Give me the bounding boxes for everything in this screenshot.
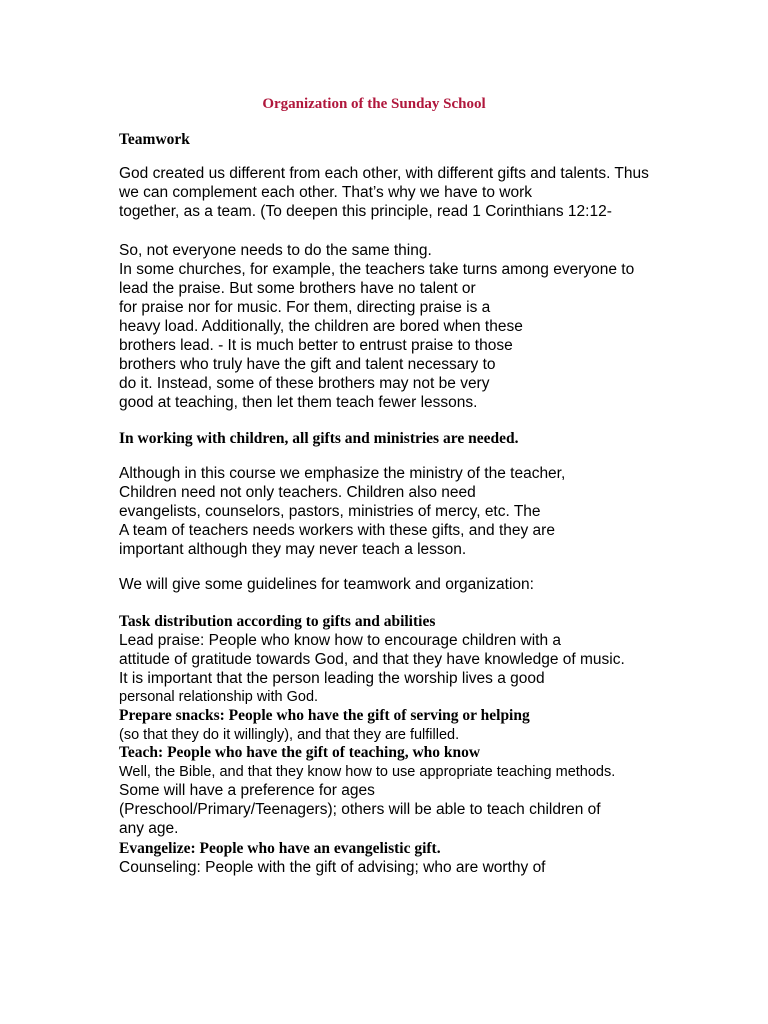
- task-heading-line: Prepare snacks: People who have the gift of serving or helping: [119, 707, 530, 724]
- task-line: (so that they do it willingly), and that they are fulfilled.: [119, 727, 460, 743]
- paragraph-line: Children need not only teachers. Children also need: [119, 484, 476, 501]
- paragraph-line: evangelists, counselors, pastors, ministries of mercy, etc. The: [119, 503, 541, 520]
- paragraph-line: Although in this course we emphasize the ministry of the teacher,: [119, 465, 566, 482]
- paragraph-line: We will give some guidelines for teamwork and organization:: [119, 576, 534, 593]
- paragraph-line: heavy load. Additionally, the children are bored when these: [119, 318, 523, 335]
- task-heading-line: Teach: People who have the gift of teaching, who know: [119, 744, 481, 761]
- paragraph-line: do it. Instead, some of these brothers may not be very: [119, 375, 490, 392]
- task-line: personal relationship with God.: [119, 689, 319, 705]
- task-line: (Preschool/Primary/Teenagers); others will be able to teach children of: [119, 801, 601, 818]
- task-line: Well, the Bible, and that they know how to use appropriate teaching methods.: [119, 764, 616, 780]
- task-heading-line: Evangelize: People who have an evangelistic gift.: [119, 840, 441, 857]
- paragraph-line: for praise nor for music. For them, directing praise is a: [119, 299, 491, 316]
- task-line: any age.: [119, 820, 179, 837]
- task-line: It is important that the person leading the worship lives a good: [119, 670, 545, 687]
- tasks-heading: Task distribution according to gifts and abilities: [119, 613, 436, 630]
- task-line: attitude of gratitude towards God, and that they have knowledge of music.: [119, 651, 625, 668]
- document-title: Organization of the Sunday School: [262, 96, 486, 112]
- paragraph-line: good at teaching, then let them teach fewer lessons.: [119, 394, 478, 411]
- task-line: Some will have a preference for ages: [119, 782, 375, 799]
- paragraph-line: brothers lead. - It is much better to entrust praise to those: [119, 337, 513, 354]
- paragraph-line: In some churches, for example, the teachers take turns among everyone to: [119, 261, 635, 278]
- paragraph-line: So, not everyone needs to do the same thing.: [119, 242, 432, 259]
- paragraph-line: important although they may never teach a lesson.: [119, 541, 467, 558]
- children-heading: In working with children, all gifts and ministries are needed.: [119, 430, 519, 447]
- paragraph-line: lead the praise. But some brothers have no talent or: [119, 280, 476, 297]
- paragraph-line: together, as a team. (To deepen this principle, read 1 Corinthians 12:12-: [119, 203, 612, 220]
- paragraph-line: we can complement each other. That’s why we have to work: [119, 184, 532, 201]
- paragraph-line: A team of teachers needs workers with these gifts, and they are: [119, 522, 555, 539]
- teamwork-heading: Teamwork: [119, 131, 190, 148]
- paragraph-line: brothers who truly have the gift and talent necessary to: [119, 356, 496, 373]
- task-line: Lead praise: People who know how to encourage children with a: [119, 632, 562, 649]
- paragraph-line: God created us different from each other, with different gifts and talents. Thus: [119, 165, 649, 182]
- task-line: Counseling: People with the gift of advising; who are worthy of: [119, 859, 546, 876]
